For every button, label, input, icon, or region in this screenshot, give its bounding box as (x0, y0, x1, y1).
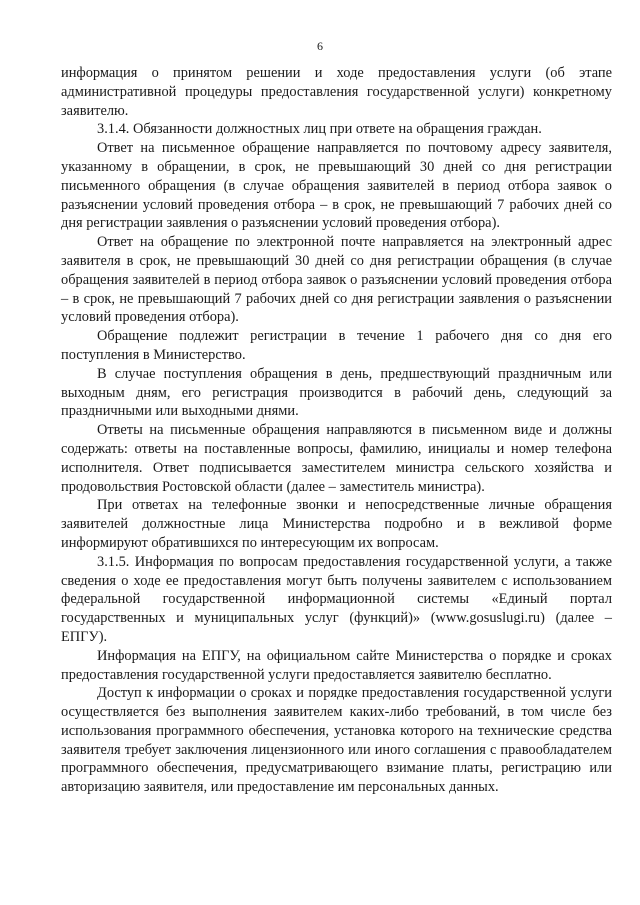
paragraph-holiday-registration: В случае поступления обращения в день, предшествующий праздничным или выходным дням, его регистрация производится в рабочий день, следующий за праздничными или выходными днями. (61, 365, 612, 420)
paragraph-email-response: Ответ на обращение по электронной почте направляется на электронный адрес заявителя в срок, не превышающий 30 дней со дня регистрации обращения (в случае обращения заявителей в период отбора заявок о разъяснении условий проведения отбора – в срок, не превышающий 7 рабочих дней со дня регистрации заявления о разъяснении условий проведения отбора). (61, 234, 612, 326)
paragraph-phone-inquiries: При ответах на телефонные звонки и непосредственные личные обращения заявителей должностные лица Министерства подробно и в вежливой форме информируют обратившихся по интересующим их вопросам. (61, 497, 612, 551)
paragraph-section-3-1-5: 3.1.5. Информация по вопросам предоставления государственной услуги, а также сведения о ходе ее предоставления могут быть получены заявителем с использованием федеральной государственной информационной системы «Единый портал государственных и муниципальных услуг (функций)» (www.gosuslugi.ru) (далее – ЕПГУ). (61, 553, 612, 645)
page-number: 6 (317, 39, 323, 53)
paragraph-response-content: Ответы на письменные обращения направляются в письменном виде и должны содержать: ответы на поставленные вопросы, фамилию, инициалы и номер телефона исполнителя. Ответ подписывается заместителем министра сельского хозяйства и продовольствия Ростовской области (далее – заместитель министра). (61, 422, 612, 495)
paragraph-written-response: Ответ на письменное обращение направляется по почтовому адресу заявителя, указанному в обращении, в срок, не превышающий 30 дней со дня регистрации письменного обращения (в случае обращения заявителей в период отбора заявок о разъяснении условий проведения отбора – в срок, не превышающий 7 рабочих дней со дня регистрации заявления о разъяснении условий проведения отбора). (61, 140, 612, 232)
paragraph-continuation: информация о принятом решении и ходе предоставления услуги (об этапе административной процедуры предоставления государственной услуги) конкретному заявителю. (61, 65, 612, 119)
paragraph-epgu-free-info: Информация на ЕПГУ, на официальном сайте Министерства о порядке и сроках предоставления государственной услуги предоставляется заявителю бесплатно. (61, 647, 612, 683)
paragraph-registration: Обращение подлежит регистрации в течение 1 рабочего дня со дня его поступления в Министерство. (61, 328, 612, 363)
paragraph-access-conditions: Доступ к информации о сроках и порядке предоставления государственной услуги осуществляется без выполнения заявителем каких-либо требований, в том числе без использования программного обеспечения, установка которого на технические средства заявителя требует заключения лицензионного или иного соглашения с правообладателем программного обеспечения, предусматривающего взимание платы, регистрацию или авторизацию заявителя, или предоставление им персональных данных. (61, 685, 612, 796)
paragraph-section-3-1-4-heading: 3.1.4. Обязанности должностных лиц при ответе на обращения граждан. (97, 121, 542, 138)
document-body (61, 64, 612, 797)
